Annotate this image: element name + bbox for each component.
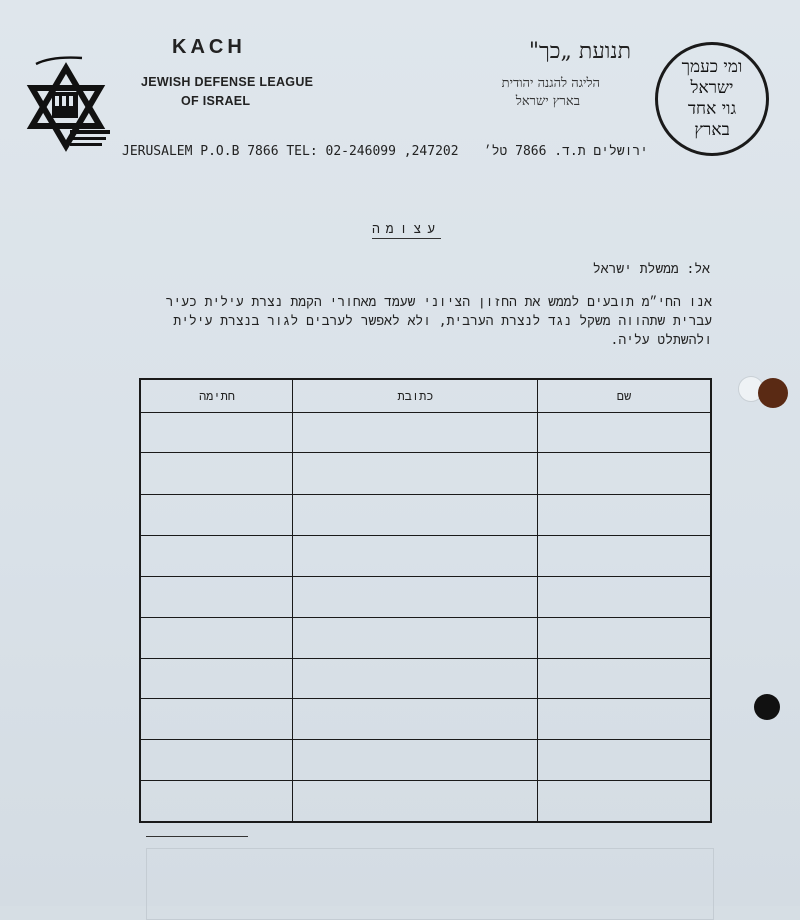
punch-hole-black [754,694,780,720]
signature-table [139,378,712,823]
row-divider [141,617,710,618]
petition-title: עצומה [372,222,442,237]
stamp-line-1: ומי כעמך [681,57,743,77]
stamp-line-3: גוי אחד [687,99,737,119]
column-header-address: כתובת [397,389,434,403]
column-divider [292,380,293,821]
row-divider [141,698,710,699]
org-name-en: KACH [172,36,246,58]
punch-hole-brown [758,378,788,408]
org-name-he: תנועת „כך" [528,39,631,64]
row-divider [141,452,710,453]
row-divider [141,535,710,536]
org-subtitle-he-line2: בארץ ישראל [515,94,580,109]
petition-body-line-2: עברית שתהווה משקל נגד לנצרת הערבית, ולא לאפשר לערבים לגור בנצרת עילית [173,314,712,329]
org-subtitle-en-line2: OF ISRAEL [181,94,251,108]
stamp-line-4: בארץ [694,120,730,140]
column-header-name: שם [616,389,632,403]
circular-stamp-icon [655,42,769,156]
address-en: JERUSALEM P.O.B 7866 TEL: 02-246099 ,247202 [122,144,459,159]
addressee-line: אל: ממשלת ישראל [592,262,710,277]
address-he: ירושלים ת.ד. 7866 טל׳ [483,144,648,159]
column-header-signature: חתימה [198,389,235,403]
row-divider [141,494,710,495]
org-subtitle-en-line1: JEWISH DEFENSE LEAGUE [141,75,314,89]
row-divider [141,780,710,781]
row-divider [141,576,710,577]
row-divider [141,739,710,740]
column-divider [537,380,538,821]
ghost-table-below [146,848,714,920]
petition-body-line-3: ולהשתלט עליה. [610,333,712,348]
row-divider [141,658,710,659]
ghost-rule [146,836,248,837]
row-divider [141,412,710,413]
org-subtitle-he-line1: הליגה להגנה יהודית [501,76,600,91]
stamp-line-2: ישראל [690,78,734,98]
star-of-david-fist-logo-icon [22,52,114,156]
petition-body-line-1: אנו החי״מ תובעים לממש את החזון הציוני שעמד מאחורי הקמת נצרת עילית כעיר [165,295,712,310]
